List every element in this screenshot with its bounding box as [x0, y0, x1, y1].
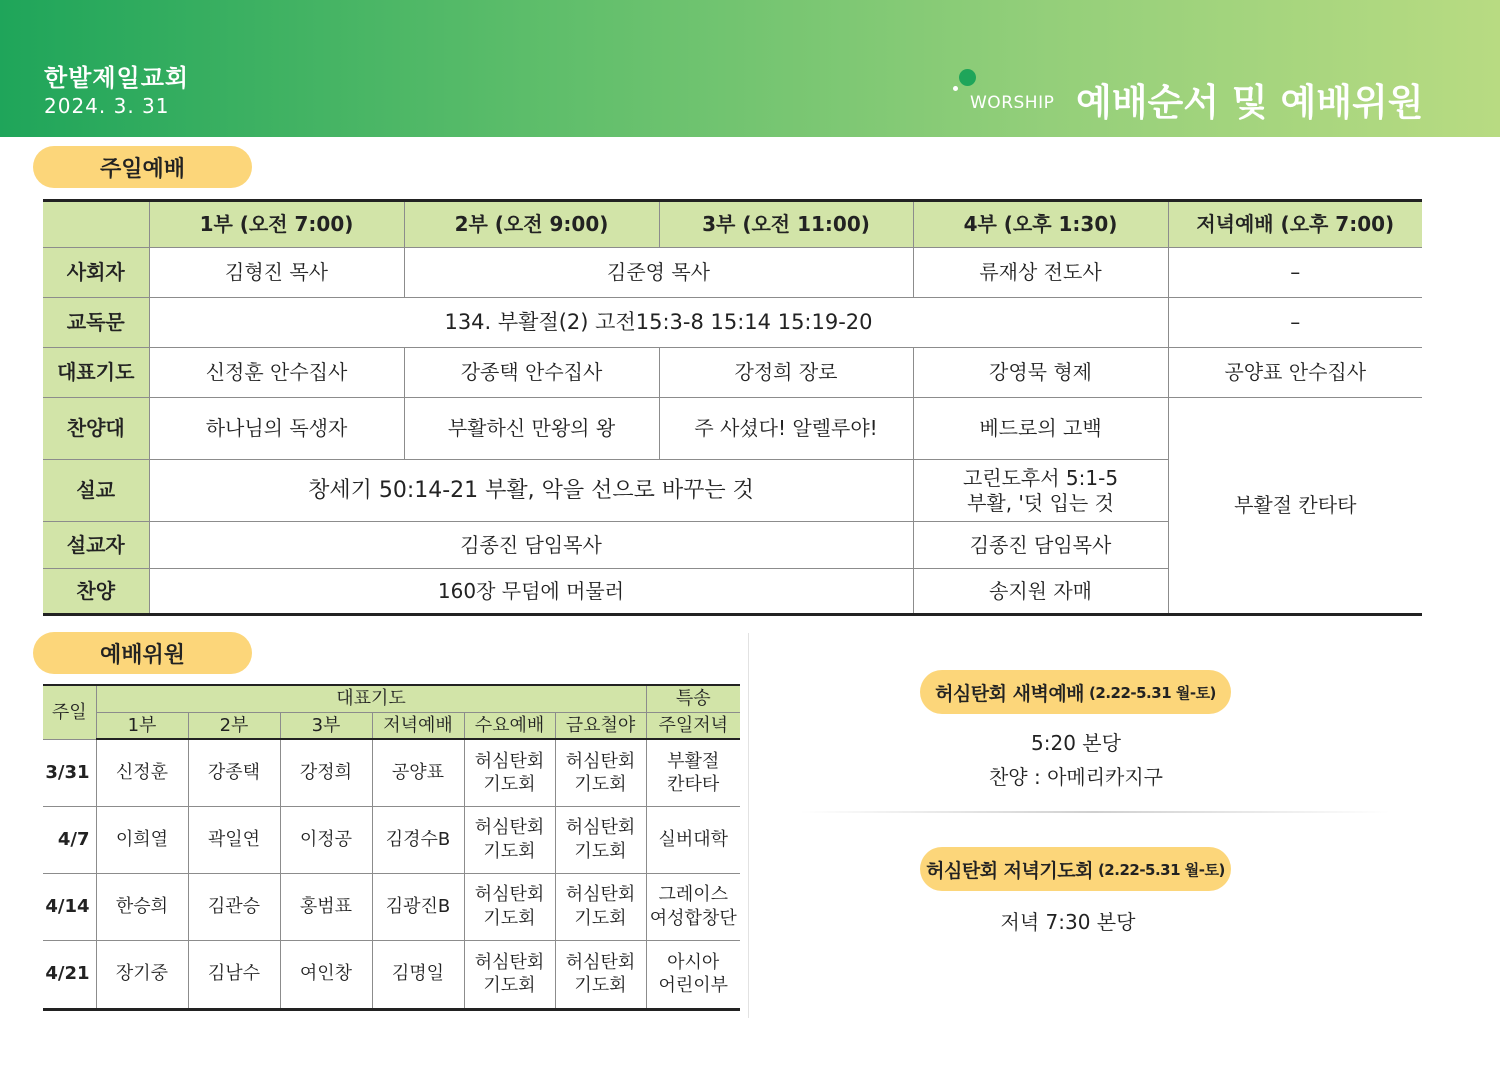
column-header: 1부	[96, 712, 188, 739]
table-cell: 창세기 50:14-21 부활, 악을 선으로 바꾸는 것	[149, 460, 913, 522]
cell-line: 아시아	[667, 951, 720, 973]
week-header: 주일	[43, 685, 96, 739]
table-row	[43, 873, 740, 940]
row-label: 교독문	[43, 298, 149, 348]
column-header: 저녁예배 (오후 7:00)	[1168, 201, 1422, 248]
table-cell: 이희열	[96, 806, 188, 873]
cell-line: 칸타타	[667, 773, 720, 795]
table-cell	[646, 873, 740, 940]
column-header: 2부 (오전 9:00)	[404, 201, 659, 248]
evening-prayer-title: 허심탄회 저녁기도회	[926, 859, 1093, 882]
dawn-prayer-hymn: 찬양 : 아메리카지구	[988, 765, 1163, 789]
dawn-prayer-title: 허심탄회 새벽예배	[935, 682, 1085, 705]
table-cell: 공양표 안수집사	[1168, 348, 1422, 398]
cell-line: 기도회	[483, 773, 536, 795]
section-label: WORSHIP	[970, 93, 1055, 113]
corner-cell	[43, 201, 149, 248]
vertical-divider	[748, 633, 749, 1018]
cell-line: 어린이부	[658, 975, 729, 996]
table-cell: 김남수	[188, 940, 280, 1009]
table-cell	[464, 739, 555, 806]
row-label: 설교	[43, 460, 149, 522]
table-cell: 김관승	[188, 873, 280, 940]
table-cell: 김광진B	[372, 873, 464, 940]
table-cell: 김종진 담임목사	[149, 522, 913, 569]
table-cell: 강정희 장로	[659, 348, 913, 398]
table-cell: 송지원 자매	[913, 569, 1168, 615]
table-row	[43, 398, 1422, 460]
page-title: 예배순서 및 예배위원	[1076, 81, 1424, 124]
sunday-service-pill: 주일예배	[33, 146, 252, 188]
evening-prayer-period: (2.22-5.31 월-토)	[1097, 860, 1225, 879]
table-cell: 주 사셨다! 알렐루야!	[659, 398, 913, 460]
table-header-row	[43, 201, 1422, 248]
column-header: 저녁예배	[372, 712, 464, 739]
table-cell: 김종진 담임목사	[913, 522, 1168, 569]
table-cell: 강종택 안수집사	[404, 348, 659, 398]
table-cell: 한승희	[96, 873, 188, 940]
cell-line: 허심탄회	[565, 884, 636, 906]
worship-committee-pill: 예배위원	[33, 632, 252, 674]
table-cell: 부활절 칸타타	[1168, 398, 1422, 615]
cell-line: 기도회	[574, 975, 627, 996]
table-cell	[913, 460, 1168, 522]
column-header: 1부 (오전 7:00)	[149, 201, 404, 248]
column-header: 2부	[188, 712, 280, 739]
table-cell: 김명일	[372, 940, 464, 1009]
table-cell: –	[1168, 298, 1422, 348]
table-row	[43, 298, 1422, 348]
small-dot-icon	[953, 86, 958, 91]
table-row	[43, 806, 740, 873]
row-label: 찬양대	[43, 398, 149, 460]
cell-line: 허심탄회	[474, 817, 545, 839]
table-row	[43, 348, 1422, 398]
horizontal-divider	[800, 811, 1390, 813]
cell-line: 허심탄회	[474, 750, 545, 772]
cell-line: 그레이스	[658, 884, 729, 906]
table-cell: 신정훈 안수집사	[149, 348, 404, 398]
table-cell: 곽일연	[188, 806, 280, 873]
cell-line: 허심탄회	[474, 951, 545, 973]
cell-line: 여성합창단	[649, 907, 737, 929]
week-date: 4/21	[43, 940, 96, 1009]
table-cell	[555, 873, 646, 940]
cell-line: 기도회	[574, 773, 627, 795]
cell-line: 기도회	[574, 840, 627, 862]
table-row	[43, 248, 1422, 298]
dawn-prayer-time: 5:20 본당	[1031, 731, 1121, 755]
table-cell: 김형진 목사	[149, 248, 404, 298]
cell-line: 기도회	[483, 907, 536, 929]
cell-line: 부활절	[667, 750, 720, 772]
cell-line: 허심탄회	[474, 884, 545, 906]
worship-committee-table	[43, 684, 740, 1011]
evening-prayer-pill	[920, 847, 1231, 891]
table-cell: 류재상 전도사	[913, 248, 1168, 298]
table-cell	[464, 940, 555, 1009]
sunday-service-table	[43, 199, 1422, 616]
cell-line: 기도회	[483, 840, 536, 862]
table-cell: 공양표	[372, 739, 464, 806]
table-cell: 김준영 목사	[404, 248, 913, 298]
table-cell: 강영묵 형제	[913, 348, 1168, 398]
table-row	[43, 739, 740, 806]
column-header: 금요철야	[555, 712, 646, 739]
table-cell	[555, 806, 646, 873]
week-date: 3/31	[43, 739, 96, 806]
dawn-prayer-pill	[920, 670, 1231, 714]
group-header: 대표기도	[96, 685, 646, 712]
table-cell: 134. 부활절(2) 고전15:3-8 15:14 15:19-20	[149, 298, 1168, 348]
column-header: 수요예배	[464, 712, 555, 739]
table-cell: 장기중	[96, 940, 188, 1009]
week-date: 4/7	[43, 806, 96, 873]
cell-line: 기도회	[574, 907, 627, 929]
group-header: 특송	[646, 685, 740, 712]
table-row	[43, 940, 740, 1009]
column-header: 3부	[280, 712, 372, 739]
cell-line: 실버대학	[658, 828, 729, 850]
row-label: 사회자	[43, 248, 149, 298]
church-name: 한밭제일교회	[44, 64, 190, 92]
dot-icon	[959, 69, 976, 86]
table-cell	[646, 806, 740, 873]
table-cell	[464, 806, 555, 873]
column-header: 4부 (오후 1:30)	[913, 201, 1168, 248]
evening-prayer-time: 저녁 7:30 본당	[1000, 910, 1136, 934]
row-label: 찬양	[43, 569, 149, 615]
table-cell: 김경수B	[372, 806, 464, 873]
table-cell	[646, 739, 740, 806]
table-cell: 신정훈	[96, 739, 188, 806]
row-label: 대표기도	[43, 348, 149, 398]
table-cell: 160장 무덤에 머물러	[149, 569, 913, 615]
table-cell: 베드로의 고백	[913, 398, 1168, 460]
table-cell: –	[1168, 248, 1422, 298]
cell-line: 허심탄회	[565, 951, 636, 973]
table-cell	[646, 940, 740, 1009]
bulletin-date: 2024. 3. 31	[44, 94, 170, 118]
table-cell	[464, 873, 555, 940]
table-cell: 여인창	[280, 940, 372, 1009]
row-label: 설교자	[43, 522, 149, 569]
dawn-prayer-period: (2.22-5.31 월-토)	[1089, 683, 1216, 702]
table-header-row	[43, 712, 740, 739]
table-cell: 강정희	[280, 739, 372, 806]
table-header-row	[43, 685, 740, 712]
column-header: 3부 (오전 11:00)	[659, 201, 913, 248]
header-banner	[0, 0, 1500, 137]
table-cell	[555, 739, 646, 806]
table-cell: 강종택	[188, 739, 280, 806]
week-date: 4/14	[43, 873, 96, 940]
column-header: 주일저녁	[646, 712, 740, 739]
cell-line: 기도회	[483, 975, 536, 996]
scripture-text: 고린도후서 5:1-5	[962, 465, 1119, 490]
table-cell: 홍범표	[280, 873, 372, 940]
cell-line: 허심탄회	[565, 817, 636, 839]
sermon-title-text: 부활, '덧 입는 것	[967, 490, 1114, 515]
cell-line: 허심탄회	[565, 750, 636, 772]
table-cell: 이정공	[280, 806, 372, 873]
table-cell	[555, 940, 646, 1009]
table-cell: 부활하신 만왕의 왕	[404, 398, 659, 460]
table-cell: 하나님의 독생자	[149, 398, 404, 460]
